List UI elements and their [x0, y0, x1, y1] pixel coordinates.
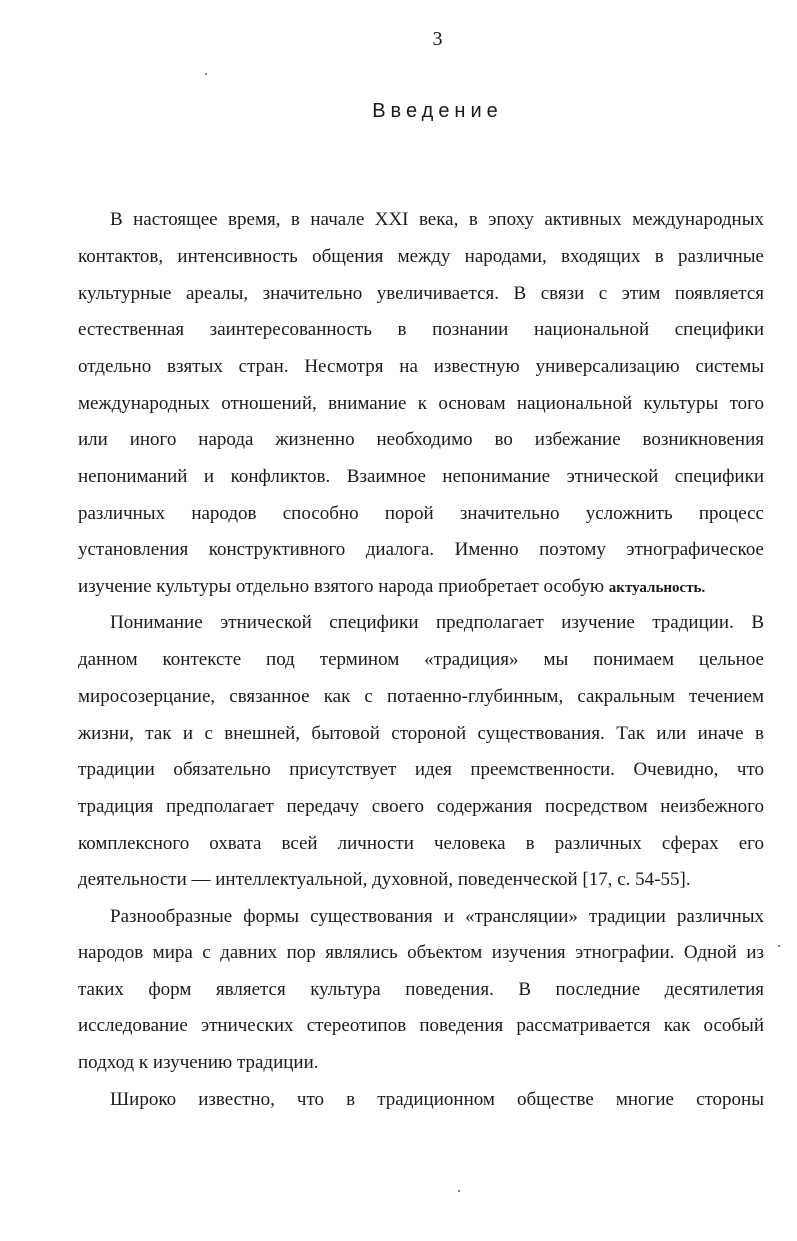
text-line: различных народов способно порой значительно усложнить процесс: [78, 503, 764, 524]
text-line: народов мира с давних пор являлись объектом изучения этнографии. Одной из: [78, 942, 764, 963]
section-heading: Введение: [372, 100, 503, 122]
text-line: культурные ареалы, значительно увеличивается. В связи с этим появляется: [78, 283, 764, 304]
text-line: международных отношений, внимание к основам национальной культуры того: [78, 393, 764, 414]
text-line: Понимание этнической специфики предполагает изучение традиции. В: [110, 612, 764, 633]
text-line: непониманий и конфликтов. Взаимное непонимание этнической специфики: [78, 466, 764, 487]
text-line-prefix: изучение культуры отдельно взятого народа приобретает особую: [78, 576, 605, 597]
text-line: подход к изучению традиции.: [78, 1052, 319, 1073]
scan-speck: [458, 1190, 460, 1192]
text-line: миросозерцание, связанное как с потаенно-глубинным, сакральным течением: [78, 686, 764, 707]
text-line: [78, 575, 764, 600]
text-line: таких форм является культура поведения. В последние десятилетия: [78, 979, 764, 1000]
text-line: комплексного охвата всей личности человека в различных сферах его: [78, 833, 764, 854]
text-line: или иного народа жизненно необходимо во избежание возникновения: [78, 429, 764, 450]
text-line: В настоящее время, в начале XXI века, в эпоху активных международных: [110, 209, 764, 230]
page-number: 3: [432, 28, 443, 50]
text-line: данном контексте под термином «традиция» мы понимаем цельное: [78, 649, 764, 670]
text-line: деятельности — интеллектуальной, духовной, поведенческой [17, с. 54-55].: [78, 869, 691, 890]
text-line: контактов, интенсивность общения между народами, входящих в различные: [78, 246, 764, 267]
scan-speck: [205, 73, 207, 75]
scan-speck: [778, 945, 780, 947]
text-line: жизни, так и с внешней, бытовой стороной существования. Так или иначе в: [78, 723, 764, 744]
text-line: традиции обязательно присутствует идея преемственности. Очевидно, что: [78, 759, 764, 780]
text-line: исследование этнических стереотипов поведения рассматривается как особый: [78, 1015, 764, 1036]
text-line: естественная заинтересованность в познании национальной специфики: [78, 319, 764, 340]
text-line: Разнообразные формы существования и «трансляции» традиции различных: [110, 906, 764, 927]
emphasized-term: актуальность.: [608, 580, 706, 596]
text-line: отдельно взятых стран. Несмотря на известную универсализацию системы: [78, 356, 764, 377]
text-line: Широко известно, что в традиционном обществе многие стороны: [110, 1089, 764, 1110]
text-line: установления конструктивного диалога. Именно поэтому этнографическое: [78, 539, 764, 560]
text-line: традиция предполагает передачу своего содержания посредством неизбежного: [78, 796, 764, 817]
